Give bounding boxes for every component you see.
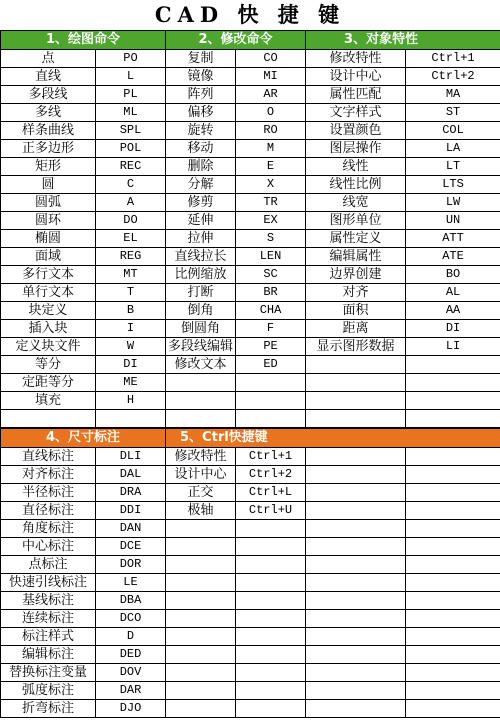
shortcut-cell: DLI (96, 448, 166, 466)
shortcut-cell: LA (406, 140, 500, 158)
shortcut-cell (406, 520, 500, 538)
shortcut-cell: L (96, 68, 166, 86)
shortcut-cell (406, 556, 500, 574)
command-name-cell (166, 556, 236, 574)
command-name-cell (306, 538, 406, 556)
command-name-cell: 修改特性 (306, 50, 406, 68)
command-name-cell (166, 538, 236, 556)
shortcut-cell: ATT (406, 230, 500, 248)
command-name-cell: 比例缩放 (166, 266, 236, 284)
command-name-cell: 边界创建 (306, 266, 406, 284)
command-name-cell: 点 (1, 50, 96, 68)
command-name-cell (306, 556, 406, 574)
command-name-cell: 多段线 (1, 86, 96, 104)
shortcut-cell: DCE (96, 538, 166, 556)
shortcut-cell (406, 538, 500, 556)
command-name-cell: 线宽 (306, 194, 406, 212)
page-title: CAD 快 捷 键 (154, 2, 346, 27)
section-header-row (1, 429, 500, 448)
table-row (1, 194, 500, 212)
command-name-cell: 修改特性 (166, 448, 236, 466)
command-name-cell: 弧度标注 (1, 682, 96, 700)
shortcut-cell: DAN (96, 520, 166, 538)
command-name-cell (166, 628, 236, 646)
shortcut-cell (406, 392, 500, 410)
table-row (1, 158, 500, 176)
table-row (1, 646, 500, 664)
command-name-cell: 多段线编辑 (166, 338, 236, 356)
shortcut-cell: CO (236, 50, 306, 68)
shortcut-cell: LTS (406, 176, 500, 194)
shortcut-cell: REC (96, 158, 166, 176)
shortcut-cell: Ctrl+L (236, 484, 306, 502)
command-name-cell: 阵列 (166, 86, 236, 104)
shortcut-cell: D (96, 628, 166, 646)
command-name-cell: 属性匹配 (306, 86, 406, 104)
shortcut-cell: AA (406, 302, 500, 320)
table-row (1, 664, 500, 682)
command-name-cell: 块定义 (1, 302, 96, 320)
shortcut-cell (236, 574, 306, 592)
shortcut-cell: Ctrl+2 (236, 466, 306, 484)
command-name-cell (166, 682, 236, 700)
shortcut-cell: BR (236, 284, 306, 302)
table-row (1, 520, 500, 538)
table-row (1, 302, 500, 320)
table-row (1, 700, 500, 718)
table-row (1, 230, 500, 248)
shortcut-cell: MI (236, 68, 306, 86)
command-name-cell: 正交 (166, 484, 236, 502)
table-row (1, 320, 500, 338)
table-row (1, 374, 500, 392)
table-row (1, 592, 500, 610)
command-name-cell: 角度标注 (1, 520, 96, 538)
header-ctrl-shortcuts: 5、Ctrl快捷键 (166, 429, 500, 448)
table-row (1, 410, 500, 428)
command-name-cell (166, 574, 236, 592)
command-name-cell: 镜像 (166, 68, 236, 86)
command-name-cell: 分解 (166, 176, 236, 194)
command-name-cell: 圆环 (1, 212, 96, 230)
shortcut-cell (406, 682, 500, 700)
command-name-cell: 拉伸 (166, 230, 236, 248)
shortcut-cell (406, 466, 500, 484)
shortcut-cell (236, 592, 306, 610)
shortcut-cell: DI (96, 356, 166, 374)
shortcut-cell (406, 374, 500, 392)
command-name-cell (306, 664, 406, 682)
shortcut-cell: DOR (96, 556, 166, 574)
command-name-cell (166, 520, 236, 538)
table-row (1, 628, 500, 646)
command-name-cell: 折弯标注 (1, 700, 96, 718)
command-name-cell: 极轴 (166, 502, 236, 520)
shortcut-cell: I (96, 320, 166, 338)
command-name-cell (306, 356, 406, 374)
shortcut-cell (236, 700, 306, 718)
command-name-cell: 设置颜色 (306, 122, 406, 140)
command-name-cell: 倒角 (166, 302, 236, 320)
shortcut-cell: UN (406, 212, 500, 230)
command-name-cell (166, 700, 236, 718)
command-name-cell (1, 410, 96, 428)
shortcut-cell: CHA (236, 302, 306, 320)
command-name-cell: 打断 (166, 284, 236, 302)
command-name-cell: 定义块文件 (1, 338, 96, 356)
command-name-cell: 文字样式 (306, 104, 406, 122)
command-name-cell: 显示图形数据 (306, 338, 406, 356)
shortcut-cell: LT (406, 158, 500, 176)
shortcut-cell: DDI (96, 502, 166, 520)
command-name-cell (306, 484, 406, 502)
shortcut-cell (406, 664, 500, 682)
shortcut-cell (406, 646, 500, 664)
command-name-cell: 对齐标注 (1, 466, 96, 484)
shortcut-cell: C (96, 176, 166, 194)
command-name-cell (306, 374, 406, 392)
header-object-properties: 3、对象特性 (306, 31, 500, 50)
command-name-cell: 设计中心 (166, 466, 236, 484)
command-name-cell: 修改文本 (166, 356, 236, 374)
command-name-cell (306, 392, 406, 410)
shortcut-cell: TR (236, 194, 306, 212)
shortcut-cell (236, 538, 306, 556)
table-row (1, 448, 500, 466)
command-name-cell: 编辑标注 (1, 646, 96, 664)
shortcut-cell: O (236, 104, 306, 122)
command-name-cell: 插入块 (1, 320, 96, 338)
shortcut-cell: DO (96, 212, 166, 230)
table-row (1, 502, 500, 520)
shortcut-cell (406, 356, 500, 374)
shortcut-cell: LW (406, 194, 500, 212)
command-name-cell (166, 592, 236, 610)
command-name-cell: 图形单位 (306, 212, 406, 230)
shortcut-cell: EX (236, 212, 306, 230)
table-row (1, 266, 500, 284)
shortcut-cell: LI (406, 338, 500, 356)
command-name-cell: 直线拉长 (166, 248, 236, 266)
command-name-cell: 多线 (1, 104, 96, 122)
command-table-1 (0, 30, 500, 428)
shortcut-cell: AL (406, 284, 500, 302)
shortcut-cell (406, 628, 500, 646)
command-table-2 (0, 428, 500, 718)
command-name-cell: 填充 (1, 392, 96, 410)
command-name-cell (306, 592, 406, 610)
command-name-cell: 面域 (1, 248, 96, 266)
table-row (1, 86, 500, 104)
shortcut-cell: ML (96, 104, 166, 122)
shortcut-cell: T (96, 284, 166, 302)
command-name-cell: 旋转 (166, 122, 236, 140)
table-row (1, 104, 500, 122)
shortcut-cell (406, 410, 500, 428)
table-row (1, 212, 500, 230)
command-rows-2 (1, 448, 500, 718)
command-name-cell: 直线标注 (1, 448, 96, 466)
command-name-cell (166, 410, 236, 428)
command-name-cell (306, 410, 406, 428)
command-name-cell: 属性定义 (306, 230, 406, 248)
table-row (1, 556, 500, 574)
shortcut-cell (406, 700, 500, 718)
shortcut-cell: DED (96, 646, 166, 664)
shortcut-cell (406, 502, 500, 520)
shortcut-cell: Ctrl+2 (406, 68, 500, 86)
command-name-cell (306, 610, 406, 628)
table-row (1, 484, 500, 502)
shortcut-cell: B (96, 302, 166, 320)
command-name-cell (306, 520, 406, 538)
shortcut-cell: W (96, 338, 166, 356)
shortcut-cell: MA (406, 86, 500, 104)
shortcut-cell (236, 664, 306, 682)
command-name-cell: 圆 (1, 176, 96, 194)
command-name-cell: 移动 (166, 140, 236, 158)
command-name-cell: 等分 (1, 356, 96, 374)
shortcut-cell (406, 484, 500, 502)
shortcut-cell (236, 646, 306, 664)
command-name-cell: 修剪 (166, 194, 236, 212)
table-row (1, 248, 500, 266)
shortcut-cell: MT (96, 266, 166, 284)
command-name-cell: 延伸 (166, 212, 236, 230)
command-name-cell: 偏移 (166, 104, 236, 122)
table-row (1, 356, 500, 374)
command-name-cell (166, 392, 236, 410)
shortcut-cell (406, 448, 500, 466)
shortcut-cell (406, 592, 500, 610)
command-name-cell: 复制 (166, 50, 236, 68)
shortcut-cell: X (236, 176, 306, 194)
shortcut-cell: DOV (96, 664, 166, 682)
command-name-cell: 线性比例 (306, 176, 406, 194)
shortcut-cell: DBA (96, 592, 166, 610)
command-name-cell (306, 646, 406, 664)
shortcut-cell: PE (236, 338, 306, 356)
command-name-cell (306, 466, 406, 484)
shortcut-cell: DAR (96, 682, 166, 700)
command-name-cell (166, 374, 236, 392)
command-name-cell: 正多边形 (1, 140, 96, 158)
command-name-cell: 点标注 (1, 556, 96, 574)
shortcut-cell (406, 610, 500, 628)
shortcut-cell: Ctrl+U (236, 502, 306, 520)
command-rows-1 (1, 50, 500, 428)
shortcut-cell: Ctrl+1 (236, 448, 306, 466)
shortcut-cell: DRA (96, 484, 166, 502)
command-name-cell (306, 502, 406, 520)
command-name-cell (306, 700, 406, 718)
shortcut-cell: ME (96, 374, 166, 392)
table-row (1, 574, 500, 592)
shortcut-cell: Ctrl+1 (406, 50, 500, 68)
shortcut-cell: DCO (96, 610, 166, 628)
shortcut-cell: M (236, 140, 306, 158)
shortcut-cell: COL (406, 122, 500, 140)
table-row (1, 122, 500, 140)
shortcut-cell (236, 410, 306, 428)
command-name-cell (166, 646, 236, 664)
command-name-cell: 连续标注 (1, 610, 96, 628)
table-row (1, 50, 500, 68)
shortcut-cell (236, 628, 306, 646)
command-name-cell: 倒圆角 (166, 320, 236, 338)
shortcut-cell: PO (96, 50, 166, 68)
command-name-cell: 删除 (166, 158, 236, 176)
shortcut-cell (406, 574, 500, 592)
shortcut-cell: E (236, 158, 306, 176)
shortcut-cell: A (96, 194, 166, 212)
command-name-cell: 椭圆 (1, 230, 96, 248)
shortcut-cell: SC (236, 266, 306, 284)
table-row (1, 68, 500, 86)
command-name-cell: 多行文本 (1, 266, 96, 284)
command-name-cell: 设计中心 (306, 68, 406, 86)
shortcut-cell: ED (236, 356, 306, 374)
command-name-cell: 半径标注 (1, 484, 96, 502)
shortcut-cell (96, 410, 166, 428)
command-name-cell (306, 448, 406, 466)
command-name-cell: 图层操作 (306, 140, 406, 158)
table-row (1, 538, 500, 556)
section-header-row (1, 31, 500, 50)
command-name-cell: 替换标注变量 (1, 664, 96, 682)
command-name-cell: 矩形 (1, 158, 96, 176)
shortcut-cell: S (236, 230, 306, 248)
command-name-cell: 中心标注 (1, 538, 96, 556)
shortcut-cell: PL (96, 86, 166, 104)
shortcut-cell: ST (406, 104, 500, 122)
table-row (1, 176, 500, 194)
shortcut-cell: DI (406, 320, 500, 338)
shortcut-cell: BO (406, 266, 500, 284)
command-name-cell: 对齐 (306, 284, 406, 302)
shortcut-cell: REG (96, 248, 166, 266)
table-row (1, 140, 500, 158)
command-name-cell (306, 628, 406, 646)
shortcut-cell: H (96, 392, 166, 410)
table-row (1, 610, 500, 628)
shortcut-cell (236, 520, 306, 538)
command-name-cell: 快速引线标注 (1, 574, 96, 592)
shortcut-cell (236, 610, 306, 628)
shortcut-cell: AR (236, 86, 306, 104)
shortcut-cell: SPL (96, 122, 166, 140)
table-row (1, 338, 500, 356)
shortcut-cell: EL (96, 230, 166, 248)
shortcut-cell (236, 682, 306, 700)
command-name-cell: 标注样式 (1, 628, 96, 646)
command-name-cell (166, 664, 236, 682)
command-name-cell: 线性 (306, 158, 406, 176)
shortcut-cell (236, 374, 306, 392)
command-name-cell: 样条曲线 (1, 122, 96, 140)
shortcut-cell (236, 556, 306, 574)
command-name-cell: 单行文本 (1, 284, 96, 302)
command-name-cell (306, 574, 406, 592)
command-name-cell: 圆弧 (1, 194, 96, 212)
command-name-cell: 面积 (306, 302, 406, 320)
command-name-cell (306, 682, 406, 700)
command-name-cell: 距离 (306, 320, 406, 338)
command-name-cell: 定距等分 (1, 374, 96, 392)
shortcut-cell: DJO (96, 700, 166, 718)
shortcut-cell: ATE (406, 248, 500, 266)
header-dimension: 4、尺寸标注 (1, 429, 166, 448)
shortcut-cell: POL (96, 140, 166, 158)
table-row (1, 466, 500, 484)
shortcut-cell: LEN (236, 248, 306, 266)
command-name-cell: 编辑属性 (306, 248, 406, 266)
header-draw-commands: 1、绘图命令 (1, 31, 166, 50)
command-name-cell: 直线 (1, 68, 96, 86)
shortcut-cell (236, 392, 306, 410)
table-row (1, 392, 500, 410)
shortcut-cell: DAL (96, 466, 166, 484)
shortcut-cell: RO (236, 122, 306, 140)
header-modify-commands: 2、修改命令 (166, 31, 306, 50)
command-name-cell: 基线标注 (1, 592, 96, 610)
shortcut-cell: LE (96, 574, 166, 592)
command-name-cell: 直径标注 (1, 502, 96, 520)
table-row (1, 284, 500, 302)
shortcut-cell: F (236, 320, 306, 338)
table-row (1, 682, 500, 700)
command-name-cell (166, 610, 236, 628)
